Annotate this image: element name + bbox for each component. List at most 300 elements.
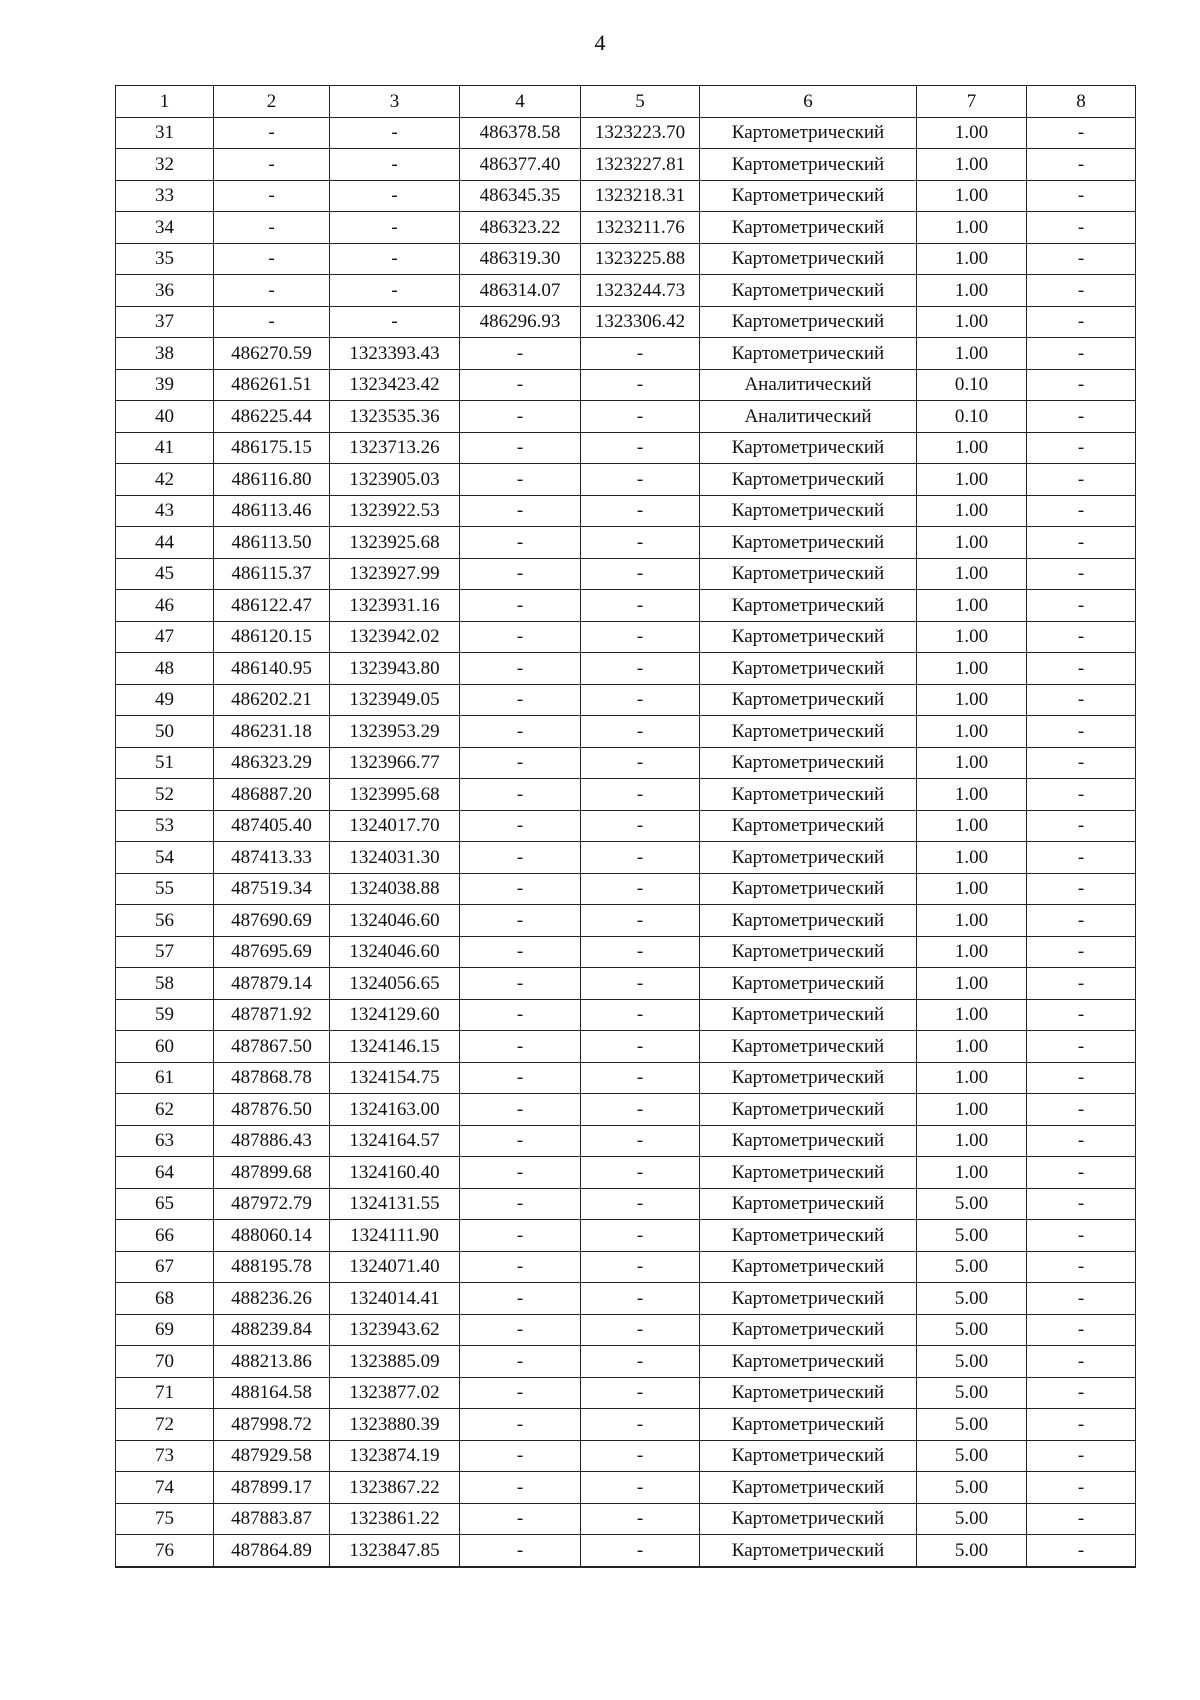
note-cell: - — [1027, 527, 1136, 559]
y-coordinate-cell: 1323880.39 — [330, 1409, 460, 1441]
table-row — [116, 936, 1136, 968]
x-coordinate-alt-cell: - — [460, 1031, 581, 1063]
method-cell: Картометрический — [700, 527, 917, 559]
y-coordinate-alt-cell: - — [581, 1440, 700, 1472]
method-cell: Картометрический — [700, 653, 917, 685]
x-coordinate-cell: 487886.43 — [214, 1125, 330, 1157]
method-cell: Картометрический — [700, 1314, 917, 1346]
y-coordinate-alt-cell: - — [581, 1503, 700, 1535]
x-coordinate-cell: 487868.78 — [214, 1062, 330, 1094]
point-number-cell: 59 — [116, 999, 214, 1031]
table-row — [116, 558, 1136, 590]
accuracy-cell: 1.00 — [917, 306, 1027, 338]
point-number-cell: 56 — [116, 905, 214, 937]
point-number-cell: 73 — [116, 1440, 214, 1472]
note-cell: - — [1027, 432, 1136, 464]
y-coordinate-cell: 1323922.53 — [330, 495, 460, 527]
x-coordinate-alt-cell: - — [460, 495, 581, 527]
x-coordinate-cell: 487998.72 — [214, 1409, 330, 1441]
table-row — [116, 810, 1136, 842]
y-coordinate-alt-cell: - — [581, 1314, 700, 1346]
x-coordinate-cell: 487883.87 — [214, 1503, 330, 1535]
x-coordinate-alt-cell: - — [460, 716, 581, 748]
point-number-cell: 47 — [116, 621, 214, 653]
accuracy-cell: 1.00 — [917, 275, 1027, 307]
note-cell: - — [1027, 1283, 1136, 1315]
table-row — [116, 842, 1136, 874]
note-cell: - — [1027, 747, 1136, 779]
point-number-cell: 65 — [116, 1188, 214, 1220]
y-coordinate-cell: 1323885.09 — [330, 1346, 460, 1378]
method-cell: Картометрический — [700, 1377, 917, 1409]
y-coordinate-alt-cell: 1323223.70 — [581, 117, 700, 149]
x-coordinate-cell: 487519.34 — [214, 873, 330, 905]
point-number-cell: 55 — [116, 873, 214, 905]
accuracy-cell: 1.00 — [917, 432, 1027, 464]
table-row — [116, 369, 1136, 401]
note-cell: - — [1027, 653, 1136, 685]
point-number-cell: 64 — [116, 1157, 214, 1189]
x-coordinate-cell: 487879.14 — [214, 968, 330, 1000]
table-row — [116, 621, 1136, 653]
method-cell: Картометрический — [700, 180, 917, 212]
y-coordinate-cell: 1324163.00 — [330, 1094, 460, 1126]
y-coordinate-cell: - — [330, 306, 460, 338]
y-coordinate-alt-cell: - — [581, 1346, 700, 1378]
table-body — [116, 117, 1136, 1567]
note-cell: - — [1027, 495, 1136, 527]
method-cell: Картометрический — [700, 432, 917, 464]
y-coordinate-alt-cell: - — [581, 369, 700, 401]
y-coordinate-alt-cell: - — [581, 999, 700, 1031]
x-coordinate-cell: 486115.37 — [214, 558, 330, 590]
method-cell: Картометрический — [700, 117, 917, 149]
note-cell: - — [1027, 716, 1136, 748]
note-cell: - — [1027, 1440, 1136, 1472]
accuracy-cell: 1.00 — [917, 590, 1027, 622]
accuracy-cell: 1.00 — [917, 716, 1027, 748]
table-row — [116, 590, 1136, 622]
x-coordinate-alt-cell: - — [460, 779, 581, 811]
method-cell: Картометрический — [700, 905, 917, 937]
x-coordinate-alt-cell: - — [460, 621, 581, 653]
y-coordinate-cell: 1324017.70 — [330, 810, 460, 842]
method-cell: Картометрический — [700, 1472, 917, 1504]
point-number-cell: 45 — [116, 558, 214, 590]
method-cell: Картометрический — [700, 212, 917, 244]
accuracy-cell: 1.00 — [917, 999, 1027, 1031]
y-coordinate-cell: 1323943.62 — [330, 1314, 460, 1346]
method-cell: Картометрический — [700, 243, 917, 275]
x-coordinate-alt-cell: 486377.40 — [460, 149, 581, 181]
y-coordinate-cell: 1323877.02 — [330, 1377, 460, 1409]
y-coordinate-cell: 1323931.16 — [330, 590, 460, 622]
point-number-cell: 61 — [116, 1062, 214, 1094]
x-coordinate-alt-cell: - — [460, 1094, 581, 1126]
accuracy-cell: 5.00 — [917, 1472, 1027, 1504]
table-row — [116, 684, 1136, 716]
table-row — [116, 1031, 1136, 1063]
x-coordinate-cell: 487690.69 — [214, 905, 330, 937]
point-number-cell: 72 — [116, 1409, 214, 1441]
y-coordinate-alt-cell: - — [581, 1031, 700, 1063]
method-cell: Картометрический — [700, 1535, 917, 1567]
x-coordinate-cell: 488239.84 — [214, 1314, 330, 1346]
point-number-cell: 62 — [116, 1094, 214, 1126]
accuracy-cell: 1.00 — [917, 117, 1027, 149]
accuracy-cell: 1.00 — [917, 905, 1027, 937]
point-number-cell: 36 — [116, 275, 214, 307]
y-coordinate-alt-cell: - — [581, 905, 700, 937]
x-coordinate-cell: 487405.40 — [214, 810, 330, 842]
x-coordinate-alt-cell: 486323.22 — [460, 212, 581, 244]
y-coordinate-alt-cell: - — [581, 936, 700, 968]
accuracy-cell: 5.00 — [917, 1535, 1027, 1567]
accuracy-cell: 1.00 — [917, 1157, 1027, 1189]
note-cell: - — [1027, 1062, 1136, 1094]
note-cell: - — [1027, 306, 1136, 338]
column-header: 3 — [330, 86, 460, 118]
y-coordinate-alt-cell: - — [581, 464, 700, 496]
page-number: 4 — [594, 30, 606, 55]
method-cell: Картометрический — [700, 747, 917, 779]
y-coordinate-alt-cell: - — [581, 590, 700, 622]
table-row — [116, 1503, 1136, 1535]
accuracy-cell: 5.00 — [917, 1503, 1027, 1535]
y-coordinate-alt-cell: - — [581, 1062, 700, 1094]
table-row — [116, 1157, 1136, 1189]
x-coordinate-alt-cell: - — [460, 842, 581, 874]
column-header: 1 — [116, 86, 214, 118]
y-coordinate-cell: 1323905.03 — [330, 464, 460, 496]
x-coordinate-cell: 487871.92 — [214, 999, 330, 1031]
table-row — [116, 1346, 1136, 1378]
x-coordinate-cell: 486113.46 — [214, 495, 330, 527]
method-cell: Картометрический — [700, 1062, 917, 1094]
method-cell: Картометрический — [700, 779, 917, 811]
method-cell: Картометрический — [700, 621, 917, 653]
note-cell: - — [1027, 621, 1136, 653]
table-row — [116, 243, 1136, 275]
method-cell: Картометрический — [700, 1440, 917, 1472]
table-row — [116, 1220, 1136, 1252]
x-coordinate-cell: - — [214, 212, 330, 244]
table-row — [116, 1440, 1136, 1472]
y-coordinate-alt-cell: - — [581, 684, 700, 716]
y-coordinate-cell: 1323927.99 — [330, 558, 460, 590]
method-cell: Картометрический — [700, 1157, 917, 1189]
x-coordinate-cell: 486231.18 — [214, 716, 330, 748]
y-coordinate-cell: 1323995.68 — [330, 779, 460, 811]
y-coordinate-alt-cell: - — [581, 1472, 700, 1504]
x-coordinate-cell: 488164.58 — [214, 1377, 330, 1409]
point-number-cell: 35 — [116, 243, 214, 275]
x-coordinate-cell: 486113.50 — [214, 527, 330, 559]
x-coordinate-alt-cell: - — [460, 432, 581, 464]
accuracy-cell: 1.00 — [917, 464, 1027, 496]
table-row — [116, 716, 1136, 748]
y-coordinate-cell: - — [330, 117, 460, 149]
note-cell: - — [1027, 873, 1136, 905]
table-row — [116, 1251, 1136, 1283]
y-coordinate-alt-cell: 1323211.76 — [581, 212, 700, 244]
y-coordinate-alt-cell: - — [581, 1283, 700, 1315]
x-coordinate-cell: 487876.50 — [214, 1094, 330, 1126]
method-cell: Картометрический — [700, 842, 917, 874]
method-cell: Картометрический — [700, 1220, 917, 1252]
x-coordinate-alt-cell: 486378.58 — [460, 117, 581, 149]
note-cell: - — [1027, 117, 1136, 149]
x-coordinate-alt-cell: - — [460, 527, 581, 559]
table-row — [116, 1125, 1136, 1157]
x-coordinate-alt-cell: - — [460, 1062, 581, 1094]
note-cell: - — [1027, 464, 1136, 496]
method-cell: Картометрический — [700, 1409, 917, 1441]
note-cell: - — [1027, 149, 1136, 181]
accuracy-cell: 1.00 — [917, 936, 1027, 968]
x-coordinate-alt-cell: - — [460, 590, 581, 622]
note-cell: - — [1027, 1251, 1136, 1283]
y-coordinate-cell: 1324131.55 — [330, 1188, 460, 1220]
accuracy-cell: 1.00 — [917, 495, 1027, 527]
table-row — [116, 999, 1136, 1031]
point-number-cell: 76 — [116, 1535, 214, 1567]
method-cell: Картометрический — [700, 936, 917, 968]
method-cell: Картометрический — [700, 149, 917, 181]
x-coordinate-cell: 486122.47 — [214, 590, 330, 622]
x-coordinate-alt-cell: - — [460, 653, 581, 685]
x-coordinate-alt-cell: - — [460, 464, 581, 496]
point-number-cell: 44 — [116, 527, 214, 559]
accuracy-cell: 5.00 — [917, 1440, 1027, 1472]
method-cell: Картометрический — [700, 306, 917, 338]
accuracy-cell: 1.00 — [917, 212, 1027, 244]
y-coordinate-cell: 1323943.80 — [330, 653, 460, 685]
y-coordinate-alt-cell: - — [581, 1188, 700, 1220]
note-cell: - — [1027, 905, 1136, 937]
accuracy-cell: 5.00 — [917, 1377, 1027, 1409]
accuracy-cell: 1.00 — [917, 873, 1027, 905]
method-cell: Картометрический — [700, 590, 917, 622]
table-row — [116, 338, 1136, 370]
note-cell: - — [1027, 1157, 1136, 1189]
y-coordinate-cell: 1323949.05 — [330, 684, 460, 716]
x-coordinate-alt-cell: - — [460, 1440, 581, 1472]
x-coordinate-cell: 486202.21 — [214, 684, 330, 716]
method-cell: Картометрический — [700, 968, 917, 1000]
y-coordinate-cell: 1324164.57 — [330, 1125, 460, 1157]
x-coordinate-cell: 487695.69 — [214, 936, 330, 968]
note-cell: - — [1027, 212, 1136, 244]
x-coordinate-alt-cell: - — [460, 1251, 581, 1283]
note-cell: - — [1027, 243, 1136, 275]
note-cell: - — [1027, 1220, 1136, 1252]
y-coordinate-cell: 1323713.26 — [330, 432, 460, 464]
column-header: 4 — [460, 86, 581, 118]
point-number-cell: 69 — [116, 1314, 214, 1346]
method-cell: Аналитический — [700, 369, 917, 401]
x-coordinate-cell: 487929.58 — [214, 1440, 330, 1472]
x-coordinate-cell: - — [214, 306, 330, 338]
x-coordinate-alt-cell: - — [460, 1377, 581, 1409]
table-row — [116, 180, 1136, 212]
method-cell: Картометрический — [700, 464, 917, 496]
column-header: 6 — [700, 86, 917, 118]
note-cell: - — [1027, 401, 1136, 433]
note-cell: - — [1027, 936, 1136, 968]
x-coordinate-alt-cell: - — [460, 1503, 581, 1535]
x-coordinate-cell: 486225.44 — [214, 401, 330, 433]
point-number-cell: 57 — [116, 936, 214, 968]
method-cell: Картометрический — [700, 275, 917, 307]
note-cell: - — [1027, 338, 1136, 370]
y-coordinate-cell: 1324129.60 — [330, 999, 460, 1031]
x-coordinate-alt-cell: - — [460, 1157, 581, 1189]
y-coordinate-cell: 1324056.65 — [330, 968, 460, 1000]
point-number-cell: 60 — [116, 1031, 214, 1063]
x-coordinate-alt-cell: - — [460, 936, 581, 968]
x-coordinate-cell: 487899.17 — [214, 1472, 330, 1504]
x-coordinate-cell: 486140.95 — [214, 653, 330, 685]
x-coordinate-alt-cell: - — [460, 1535, 581, 1567]
y-coordinate-cell: 1324111.90 — [330, 1220, 460, 1252]
x-coordinate-alt-cell: - — [460, 968, 581, 1000]
x-coordinate-alt-cell: - — [460, 1409, 581, 1441]
note-cell: - — [1027, 180, 1136, 212]
y-coordinate-alt-cell: - — [581, 1125, 700, 1157]
x-coordinate-cell: - — [214, 243, 330, 275]
point-number-cell: 63 — [116, 1125, 214, 1157]
y-coordinate-cell: 1324038.88 — [330, 873, 460, 905]
method-cell: Картометрический — [700, 999, 917, 1031]
y-coordinate-alt-cell: - — [581, 495, 700, 527]
table-row — [116, 905, 1136, 937]
x-coordinate-cell: 487864.89 — [214, 1535, 330, 1567]
y-coordinate-alt-cell: - — [581, 1409, 700, 1441]
y-coordinate-cell: 1323942.02 — [330, 621, 460, 653]
accuracy-cell: 1.00 — [917, 243, 1027, 275]
x-coordinate-alt-cell: - — [460, 1314, 581, 1346]
point-number-cell: 54 — [116, 842, 214, 874]
x-coordinate-cell: 487867.50 — [214, 1031, 330, 1063]
x-coordinate-cell: - — [214, 275, 330, 307]
x-coordinate-alt-cell: - — [460, 401, 581, 433]
note-cell: - — [1027, 1377, 1136, 1409]
y-coordinate-cell: 1324046.60 — [330, 905, 460, 937]
table-row — [116, 1409, 1136, 1441]
point-number-cell: 46 — [116, 590, 214, 622]
x-coordinate-cell: 488213.86 — [214, 1346, 330, 1378]
x-coordinate-cell: 486175.15 — [214, 432, 330, 464]
y-coordinate-cell: 1324146.15 — [330, 1031, 460, 1063]
x-coordinate-alt-cell: - — [460, 684, 581, 716]
x-coordinate-cell: 486261.51 — [214, 369, 330, 401]
point-number-cell: 38 — [116, 338, 214, 370]
point-number-cell: 31 — [116, 117, 214, 149]
y-coordinate-cell: 1324154.75 — [330, 1062, 460, 1094]
x-coordinate-alt-cell: 486314.07 — [460, 275, 581, 307]
table-row — [116, 432, 1136, 464]
table-row — [116, 527, 1136, 559]
y-coordinate-cell: 1323867.22 — [330, 1472, 460, 1504]
point-number-cell: 39 — [116, 369, 214, 401]
table-row — [116, 1535, 1136, 1567]
note-cell: - — [1027, 1031, 1136, 1063]
y-coordinate-alt-cell: - — [581, 747, 700, 779]
method-cell: Картометрический — [700, 338, 917, 370]
accuracy-cell: 5.00 — [917, 1346, 1027, 1378]
x-coordinate-alt-cell: - — [460, 1125, 581, 1157]
y-coordinate-cell: - — [330, 180, 460, 212]
x-coordinate-cell: - — [214, 180, 330, 212]
x-coordinate-cell: 486120.15 — [214, 621, 330, 653]
point-number-cell: 37 — [116, 306, 214, 338]
table-row — [116, 747, 1136, 779]
point-number-cell: 70 — [116, 1346, 214, 1378]
note-cell: - — [1027, 779, 1136, 811]
point-number-cell: 42 — [116, 464, 214, 496]
y-coordinate-cell: 1323847.85 — [330, 1535, 460, 1567]
note-cell: - — [1027, 1314, 1136, 1346]
table-row — [116, 968, 1136, 1000]
table-row — [116, 212, 1136, 244]
column-header: 8 — [1027, 86, 1136, 118]
method-cell: Картометрический — [700, 1094, 917, 1126]
table-row — [116, 117, 1136, 149]
note-cell: - — [1027, 968, 1136, 1000]
method-cell: Картометрический — [700, 810, 917, 842]
y-coordinate-cell: 1323535.36 — [330, 401, 460, 433]
accuracy-cell: 0.10 — [917, 369, 1027, 401]
x-coordinate-cell: 487413.33 — [214, 842, 330, 874]
column-header: 5 — [581, 86, 700, 118]
point-number-cell: 74 — [116, 1472, 214, 1504]
accuracy-cell: 1.00 — [917, 558, 1027, 590]
point-number-cell: 32 — [116, 149, 214, 181]
x-coordinate-alt-cell: 486319.30 — [460, 243, 581, 275]
column-header: 7 — [917, 86, 1027, 118]
y-coordinate-alt-cell: 1323306.42 — [581, 306, 700, 338]
y-coordinate-alt-cell: - — [581, 873, 700, 905]
x-coordinate-alt-cell: - — [460, 1346, 581, 1378]
y-coordinate-alt-cell: - — [581, 621, 700, 653]
method-cell: Картометрический — [700, 716, 917, 748]
point-number-cell: 52 — [116, 779, 214, 811]
x-coordinate-cell: 487899.68 — [214, 1157, 330, 1189]
note-cell: - — [1027, 842, 1136, 874]
coordinates-table — [115, 85, 1136, 1568]
x-coordinate-alt-cell: - — [460, 1283, 581, 1315]
x-coordinate-cell: 486323.29 — [214, 747, 330, 779]
method-cell: Картометрический — [700, 1251, 917, 1283]
y-coordinate-cell: 1324014.41 — [330, 1283, 460, 1315]
point-number-cell: 58 — [116, 968, 214, 1000]
x-coordinate-cell: 486887.20 — [214, 779, 330, 811]
note-cell: - — [1027, 999, 1136, 1031]
note-cell: - — [1027, 1503, 1136, 1535]
y-coordinate-alt-cell: 1323244.73 — [581, 275, 700, 307]
note-cell: - — [1027, 590, 1136, 622]
x-coordinate-cell: - — [214, 117, 330, 149]
y-coordinate-cell: 1323925.68 — [330, 527, 460, 559]
point-number-cell: 49 — [116, 684, 214, 716]
point-number-cell: 67 — [116, 1251, 214, 1283]
y-coordinate-cell: - — [330, 212, 460, 244]
method-cell: Картометрический — [700, 1346, 917, 1378]
y-coordinate-alt-cell: - — [581, 653, 700, 685]
accuracy-cell: 1.00 — [917, 779, 1027, 811]
y-coordinate-cell: 1323393.43 — [330, 338, 460, 370]
